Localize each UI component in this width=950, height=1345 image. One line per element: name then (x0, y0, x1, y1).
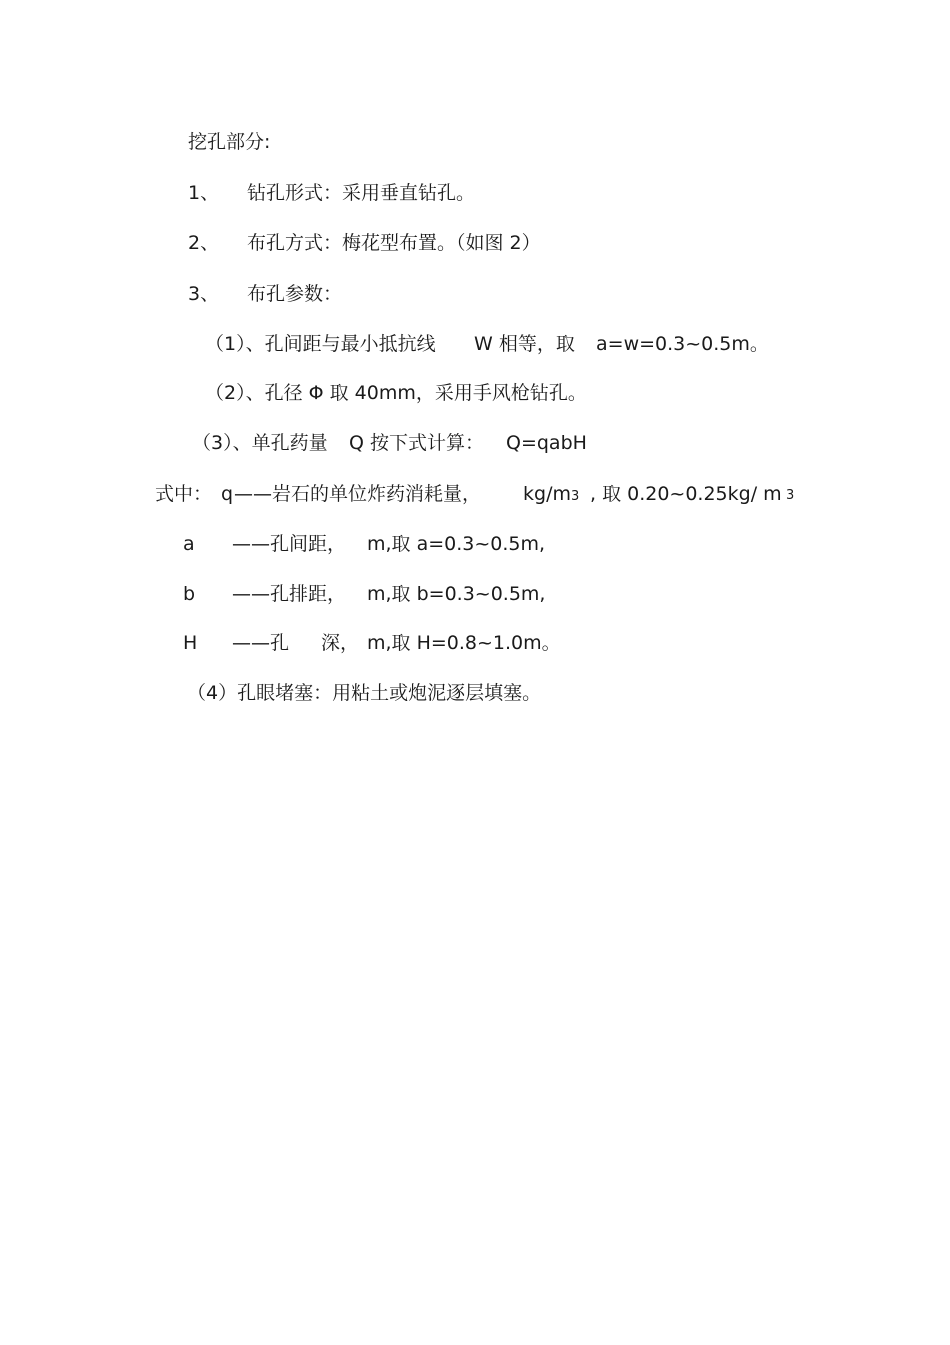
formula-h-description: ——孔 (232, 632, 290, 654)
formula-q-unit: kg/m3 (523, 483, 580, 505)
item-1-text: 钻孔形式：采用垂直钻孔。 (247, 182, 476, 204)
item-2-text: 布孔方式：梅花型布置。（如图 2） (247, 232, 541, 254)
formula-q-symbol: q (221, 483, 234, 505)
formula-a-symbol: a (183, 533, 195, 555)
formula-q-value: , 取 0.20~0.25kg/ m (590, 483, 782, 505)
param-1-text-b: W 相等，取 (474, 333, 575, 355)
param-3-text-b: Q 按下式计算： (349, 432, 484, 454)
formula-h-symbol: H (183, 632, 198, 654)
item-3-number: 3、 (188, 283, 220, 305)
param-3-formula: Q=qabH (506, 432, 587, 454)
item-3-text: 布孔参数： (247, 283, 343, 305)
section-heading: 挖孔部分: (188, 131, 271, 153)
formula-q-value-exponent: 3 (786, 488, 795, 503)
formula-h-value: m,取 H=0.8~1.0m。 (367, 632, 561, 654)
formula-h-description-b: 深， (321, 632, 360, 654)
param-1-value: a=w=0.3~0.5m。 (596, 333, 769, 355)
param-4-text: （4）孔眼堵塞：用粘土或炮泥逐层填塞。 (187, 682, 542, 704)
param-1-text: （1）、孔间距与最小抵抗线 (205, 333, 436, 355)
formula-q-description: ——岩石的单位炸药消耗量， (234, 483, 482, 505)
param-2-text: （2）、孔径 Φ 取 40mm，采用手风枪钻孔。 (205, 382, 587, 404)
formula-a-description: ——孔间距， (232, 533, 347, 555)
formula-where-label: 式中： (155, 483, 213, 505)
item-1-number: 1、 (188, 182, 220, 204)
formula-b-symbol: b (183, 583, 196, 605)
formula-b-value: m,取 b=0.3~0.5m, (367, 583, 546, 605)
formula-q-unit-exponent: 3 (570, 489, 580, 504)
param-3-text: （3）、单孔药量 (192, 432, 328, 454)
formula-b-description: ——孔排距， (232, 583, 347, 605)
item-2-number: 2、 (188, 232, 220, 254)
formula-a-value: m,取 a=0.3~0.5m, (367, 533, 546, 555)
